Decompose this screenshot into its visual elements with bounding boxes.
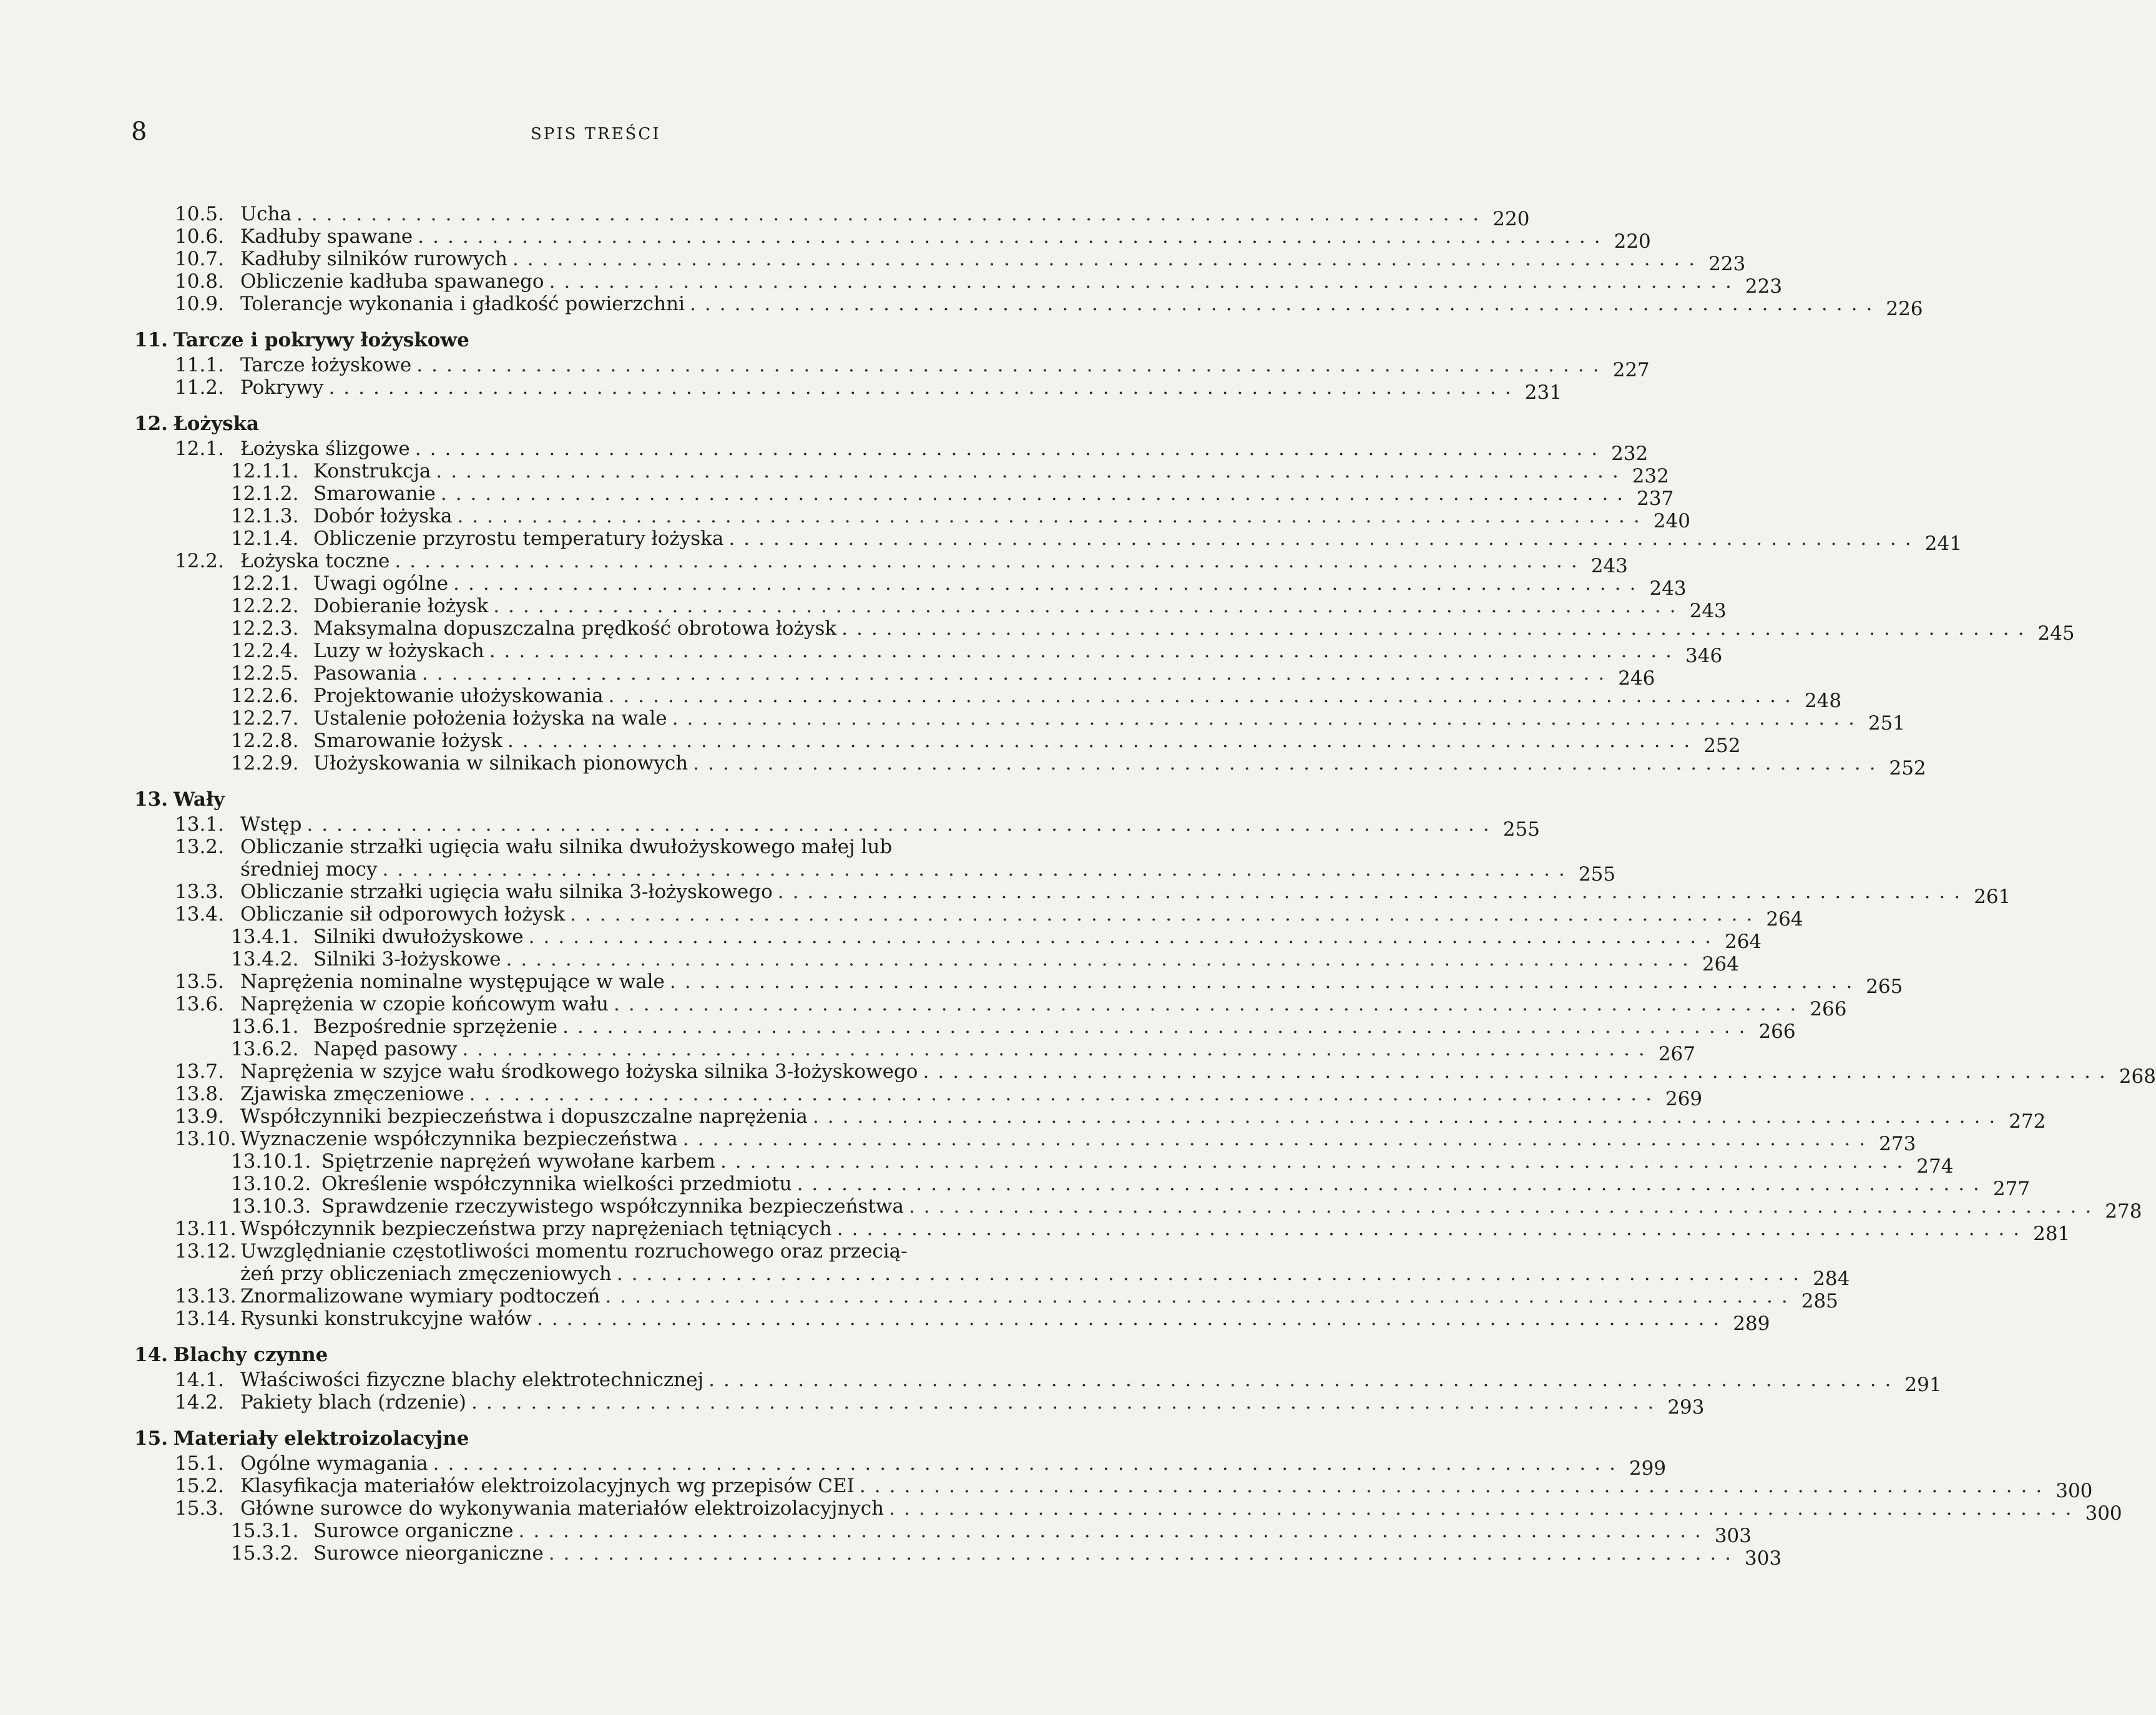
entry-number: 12.1.3.	[231, 505, 299, 527]
leader-dots: ................................................................................	[433, 1452, 1624, 1475]
entry-page: 274	[1916, 1155, 1954, 1178]
leader-dots: ................................................................................	[908, 1195, 2100, 1218]
leader-dots: ................................................................................	[296, 203, 1488, 225]
entry-title: Określenie współczynnika wielkości przedmiotu	[321, 1173, 792, 1195]
entry-title: Sprawdzenie rzeczywistego współczynnika bezpieczeństwa	[321, 1195, 904, 1218]
entry-number: 13.8.	[175, 1083, 224, 1105]
entry-title: Ogólne wymagania	[240, 1452, 428, 1475]
entry-title: Obliczenie przyrostu temperatury łożyska	[313, 527, 724, 550]
entry-title: Właściwości fizyczne blachy elektrotechnicznej	[240, 1369, 704, 1391]
toc-group	[122, 354, 1650, 404]
entry-title: Obliczanie strzałki ugięcia wału silnika dwułożyskowego małej lub	[240, 836, 893, 858]
entry-page: 285	[1801, 1290, 1838, 1312]
entry-number: 15.1.	[175, 1452, 224, 1475]
leader-dots: ................................................................................	[669, 970, 1861, 993]
toc-entry	[122, 1452, 1667, 1480]
toc-entry	[122, 1263, 1850, 1290]
toc-entry	[122, 1240, 1064, 1263]
entry-title: Główne surowce do wykonywania materiałów elektroizolacyjnych	[240, 1497, 884, 1520]
toc-entry	[122, 1520, 1752, 1547]
entry-page: 223	[1745, 275, 1783, 298]
entry-number: 13.11.	[175, 1218, 237, 1240]
toc-entry	[122, 858, 1616, 886]
entry-title: Łożyska toczne	[240, 550, 390, 572]
leader-dots: ................................................................................	[507, 730, 1699, 752]
entry-page: 273	[1879, 1133, 1916, 1155]
leader-dots: ................................................................................	[889, 1497, 2080, 1520]
entry-page: 278	[2105, 1200, 2142, 1223]
entry-title: Pasowania	[313, 662, 417, 685]
toc-entry	[122, 1105, 2046, 1133]
toc-entry	[122, 640, 1723, 667]
toc-entry	[122, 1218, 2070, 1245]
toc-entry	[122, 903, 1803, 931]
entry-number: 10.6.	[175, 225, 224, 248]
entry-page: 266	[1758, 1020, 1796, 1043]
entry-title: Ułożyskowania w silnikach pionowych	[313, 752, 688, 774]
toc-entry	[122, 836, 1064, 858]
entry-page: 265	[1866, 975, 1903, 998]
entry-page: 266	[1810, 998, 1847, 1020]
entry-number: 13.10.	[175, 1128, 237, 1150]
leader-dots: ................................................................................	[436, 460, 1627, 482]
leader-dots: ................................................................................	[616, 1263, 1808, 1285]
toc-entry	[122, 813, 1540, 841]
entry-page: 303	[1714, 1525, 1752, 1547]
entry-number: 11.1.	[175, 354, 224, 376]
entry-title: Wstęp	[240, 813, 302, 836]
leader-dots: ................................................................................	[682, 1128, 1874, 1150]
entry-title: średniej mocy	[240, 858, 378, 881]
entry-page: 264	[1766, 908, 1803, 931]
entry-title: Surowce organiczne	[313, 1520, 514, 1542]
entry-number: 12.2.9.	[231, 752, 299, 774]
leader-dots: ................................................................................	[493, 595, 1685, 617]
entry-page: 227	[1612, 359, 1650, 381]
entry-number: 15.3.	[175, 1497, 224, 1520]
entry-number: 13.6.1.	[231, 1015, 299, 1038]
entry-title: Współczynniki bezpieczeństwa i dopuszczalne naprężenia	[240, 1105, 808, 1128]
leader-dots: ................................................................................	[836, 1218, 2029, 1240]
entry-page: 251	[1868, 712, 1906, 735]
toc-entry	[122, 1497, 2122, 1525]
entry-number: 12.1.2.	[231, 482, 299, 505]
entry-page: 293	[1667, 1396, 1705, 1419]
entry-page: 300	[2085, 1502, 2122, 1525]
entry-title: Surowce nieorganiczne	[313, 1542, 544, 1565]
entry-page: 232	[1611, 442, 1649, 465]
entry-number: 13.10.1.	[231, 1150, 311, 1173]
entry-page: 300	[2056, 1480, 2093, 1502]
entry-page: 226	[1886, 298, 1923, 320]
entry-title: Silniki 3-łożyskowe	[313, 948, 501, 970]
toc-entry	[122, 1542, 1782, 1570]
entry-number: 12.2.	[175, 550, 224, 572]
entry-page: 243	[1689, 600, 1727, 622]
leader-dots: ................................................................................	[382, 858, 1574, 881]
entry-title: Pokrywy	[240, 376, 324, 399]
table-of-contents	[122, 203, 2156, 1570]
entry-page: 237	[1637, 487, 1674, 510]
leader-dots: ................................................................................	[512, 248, 1704, 270]
toc-entry	[122, 881, 2011, 908]
toc-entry	[122, 617, 2075, 645]
leader-dots: ................................................................................	[923, 1060, 2114, 1083]
leader-dots: ................................................................................	[693, 752, 1884, 774]
leader-dots: ................................................................................	[328, 376, 1520, 399]
entry-title: Kadłuby silników rurowych	[240, 248, 507, 270]
entry-number: 13.5.	[175, 970, 224, 993]
toc-entry	[122, 1391, 1705, 1419]
entry-number: 13.6.	[175, 993, 224, 1015]
entry-page: 255	[1502, 818, 1540, 841]
entry-page: 241	[1924, 532, 1962, 555]
toc-entry	[122, 270, 1783, 298]
leader-dots: ................................................................................	[453, 572, 1645, 595]
toc-entry	[122, 993, 1847, 1020]
toc-entry	[122, 482, 1674, 510]
entry-number: 12.2.5.	[231, 662, 299, 685]
leader-dots: ................................................................................	[708, 1369, 1900, 1391]
entry-number: 12.2.7.	[231, 707, 299, 730]
toc-entry	[122, 437, 1649, 465]
entry-page: 220	[1614, 230, 1651, 253]
entry-number: 12.2.1.	[231, 572, 299, 595]
toc-entry	[122, 376, 1562, 404]
toc-entry	[122, 1150, 1954, 1178]
entry-number: 12.2.6.	[231, 685, 299, 707]
chapter-title: Tarcze i pokrywy łożyskowe	[173, 329, 469, 351]
entry-title: Obliczenie kadłuba spawanego	[240, 270, 544, 293]
entry-page: 248	[1804, 690, 1842, 712]
chapter-heading	[122, 1427, 1064, 1450]
entry-title: Obliczanie strzałki ugięcia wału silnika 3-łożyskowego	[240, 881, 773, 903]
toc-entry	[122, 948, 1739, 975]
entry-page: 291	[1904, 1374, 1942, 1396]
toc-entry	[122, 248, 1746, 275]
entry-number: 12.1.	[175, 437, 224, 460]
toc-entry	[122, 685, 1842, 712]
entry-number: 10.9.	[175, 293, 224, 315]
leader-dots: ................................................................................	[796, 1173, 1988, 1195]
leader-dots: ................................................................................	[608, 685, 1800, 707]
entry-page: 299	[1629, 1457, 1667, 1480]
leader-dots: ................................................................................	[469, 1083, 1660, 1105]
leader-dots: ................................................................................	[613, 993, 1805, 1015]
toc-entry	[122, 970, 1903, 998]
toc-entry	[122, 752, 1926, 779]
toc-entry	[122, 572, 1687, 600]
entry-number: 12.2.8.	[231, 730, 299, 752]
leader-dots: ................................................................................	[570, 903, 1762, 926]
entry-number: 13.12.	[175, 1240, 237, 1263]
toc-entry	[122, 1038, 1695, 1065]
toc-entry	[122, 293, 1923, 320]
toc-entry	[122, 1083, 1703, 1110]
entry-number: 13.4.	[175, 903, 224, 926]
entry-page: 246	[1618, 667, 1655, 690]
entry-number: 12.1.4.	[231, 527, 299, 550]
leader-dots: ................................................................................	[536, 1307, 1728, 1330]
entry-title: żeń przy obliczeniach zmęczeniowych	[240, 1263, 612, 1285]
entry-title: Tolerancje wykonania i gładkość powierzchni	[240, 293, 685, 315]
entry-page: 220	[1492, 208, 1530, 230]
entry-page: 281	[2033, 1223, 2070, 1245]
toc-entry	[122, 707, 1906, 735]
entry-page: 268	[2119, 1065, 2156, 1088]
entry-number: 13.1.	[175, 813, 224, 836]
toc-entry	[122, 1369, 1942, 1396]
entry-page: 245	[2037, 622, 2075, 645]
entry-number: 14.2.	[175, 1391, 224, 1414]
entry-title: Ucha	[240, 203, 292, 225]
leader-dots: ................................................................................	[562, 1015, 1754, 1038]
entry-number: 14.1.	[175, 1369, 224, 1391]
leader-dots: ................................................................................	[605, 1285, 1796, 1307]
toc-group	[122, 203, 1923, 320]
entry-number: 13.2.	[175, 836, 224, 858]
entry-number: 10.8.	[175, 270, 224, 293]
leader-dots: ................................................................................	[471, 1391, 1663, 1414]
entry-page: 269	[1665, 1088, 1703, 1110]
entry-title: Uwagi ogólne	[313, 572, 449, 595]
entry-number: 13.4.2.	[231, 948, 299, 970]
leader-dots: ................................................................................	[690, 293, 1881, 315]
entry-number: 12.1.1.	[231, 460, 299, 482]
toc-group	[122, 437, 2075, 779]
entry-title: Spiętrzenie naprężeń wywołane karbem	[321, 1150, 715, 1173]
entry-page: 240	[1653, 510, 1690, 532]
entry-number: 12.2.3.	[231, 617, 299, 640]
toc-entry	[122, 505, 1690, 532]
entry-number: 12.2.4.	[231, 640, 299, 662]
chapter-heading	[122, 1344, 1064, 1366]
entry-page: 267	[1658, 1043, 1695, 1065]
leader-dots: ................................................................................	[841, 617, 2033, 640]
chapter-title: Blachy czynne	[173, 1344, 328, 1366]
leader-dots: ................................................................................	[728, 527, 1920, 550]
chapter-number: 15.	[134, 1427, 168, 1450]
entry-page: 232	[1632, 465, 1669, 487]
entry-title: Naprężenia w szyjce wału środkowego łożyska silnika 3-łożyskowego	[240, 1060, 918, 1083]
toc-entry	[122, 1128, 1916, 1155]
entry-title: Bezpośrednie sprzężenie	[313, 1015, 558, 1038]
toc-entry	[122, 550, 1628, 577]
toc-entry	[122, 354, 1650, 381]
toc-group	[122, 1452, 2122, 1570]
entry-number: 13.9.	[175, 1105, 224, 1128]
toc-entry	[122, 1307, 1770, 1335]
entry-number: 13.13.	[175, 1285, 237, 1307]
leader-dots: ................................................................................	[421, 662, 1614, 685]
entry-number: 10.7.	[175, 248, 224, 270]
entry-title: Ustalenie położenia łożyska na wale	[313, 707, 667, 730]
entry-page: 243	[1649, 577, 1687, 600]
leader-dots: ................................................................................	[548, 1542, 1740, 1565]
entry-page: 264	[1702, 953, 1739, 975]
chapter-heading	[122, 329, 1064, 351]
chapter-number: 14.	[134, 1344, 168, 1366]
entry-number: 13.10.3.	[231, 1195, 311, 1218]
entry-number: 15.2.	[175, 1475, 224, 1497]
toc-group	[122, 813, 2156, 1335]
chapter-number: 11.	[134, 329, 168, 351]
toc-group	[122, 1369, 1942, 1419]
entry-number: 15.3.1.	[231, 1520, 299, 1542]
chapter-number: 12.	[134, 413, 168, 435]
entry-number: 13.7.	[175, 1060, 224, 1083]
entry-title: Rysunki konstrukcyjne wałów	[240, 1307, 532, 1330]
toc-entry	[122, 1475, 2093, 1502]
leader-dots: ................................................................................	[457, 505, 1649, 527]
entry-page: 284	[1813, 1268, 1850, 1290]
leader-dots: ................................................................................	[418, 225, 1609, 248]
entry-title: Luzy w łożyskach	[313, 640, 484, 662]
entry-title: Pakiety blach (rdzenie)	[240, 1391, 466, 1414]
entry-title: Obliczanie sił odporowych łożysk	[240, 903, 566, 926]
entry-page: 277	[1992, 1178, 2031, 1200]
page-number: 8	[131, 117, 147, 146]
leader-dots: ................................................................................	[720, 1150, 1912, 1173]
toc-entry	[122, 225, 1651, 253]
leader-dots: ................................................................................	[812, 1105, 2004, 1128]
entry-title: Wyznaczenie współczynnika bezpieczeństwa	[240, 1128, 678, 1150]
entry-title: Naprężenia w czopie końcowym wału	[240, 993, 609, 1015]
leader-dots: ................................................................................	[777, 881, 1969, 903]
entry-title: Silniki dwułożyskowe	[313, 926, 524, 948]
entry-title: Zjawiska zmęczeniowe	[240, 1083, 464, 1105]
leader-dots: ................................................................................	[416, 354, 1608, 376]
entry-title: Uwzględnianie częstotliwości momentu rozruchowego oraz przecią-	[240, 1240, 908, 1263]
entry-page: 252	[1703, 735, 1741, 757]
toc-entry	[122, 1173, 2031, 1200]
entry-title: Naprężenia nominalne występujące w wale	[240, 970, 665, 993]
entry-page: 255	[1578, 863, 1616, 886]
entry-number: 13.6.2.	[231, 1038, 299, 1060]
entry-title: Dobieranie łożysk	[313, 595, 489, 617]
leader-dots: ................................................................................	[506, 948, 1697, 970]
chapter-title: Wały	[173, 788, 225, 811]
entry-page: 264	[1724, 931, 1762, 953]
entry-page: 243	[1590, 555, 1628, 577]
toc-entry	[122, 595, 1727, 622]
running-title: SPIS TREŚCI	[531, 125, 661, 144]
entry-title: Konstrukcja	[313, 460, 431, 482]
toc-entry	[122, 203, 1530, 230]
chapter-heading	[122, 413, 1064, 435]
leader-dots: ................................................................................	[549, 270, 1740, 293]
leader-dots: ................................................................................	[859, 1475, 2051, 1497]
entry-title: Klasyfikacja materiałów elektroizolacyjnych wg przepisów CEI	[240, 1475, 855, 1497]
entry-title: Kadłuby spawane	[240, 225, 413, 248]
leader-dots: ................................................................................	[394, 550, 1586, 572]
entry-title: Współczynnik bezpieczeństwa przy naprężeniach tętniących	[240, 1218, 832, 1240]
leader-dots: ................................................................................	[414, 437, 1607, 460]
entry-page: 272	[2009, 1110, 2046, 1133]
toc-entry	[122, 926, 1762, 953]
entry-page: 223	[1708, 253, 1746, 275]
entry-number: 15.3.2.	[231, 1542, 299, 1565]
entry-title: Smarowanie łożysk	[313, 730, 502, 752]
leader-dots: ................................................................................	[528, 926, 1720, 948]
toc-entry	[122, 527, 1962, 555]
chapter-heading	[122, 788, 1064, 811]
entry-title: Projektowanie ułożyskowania	[313, 685, 604, 707]
entry-number: 13.3.	[175, 881, 224, 903]
entry-title: Maksymalna dopuszczalna prędkość obrotowa łożysk	[313, 617, 837, 640]
toc-entry	[122, 1195, 2142, 1223]
toc-entry	[122, 1015, 1796, 1043]
entry-page: 289	[1733, 1312, 1770, 1335]
entry-page: 346	[1685, 645, 1723, 667]
entry-title: Znormalizowane wymiary podtoczeń	[240, 1285, 600, 1307]
entry-title: Tarcze łożyskowe	[240, 354, 412, 376]
entry-title: Napęd pasowy	[313, 1038, 458, 1060]
entry-title: Smarowanie	[313, 482, 436, 505]
chapter-title: Łożyska	[173, 413, 260, 435]
entry-number: 13.4.1.	[231, 926, 299, 948]
toc-entry	[122, 460, 1669, 487]
toc-entry	[122, 662, 1655, 690]
entry-number: 13.14.	[175, 1307, 237, 1330]
chapter-number: 13.	[134, 788, 168, 811]
toc-entry	[122, 1285, 1838, 1312]
entry-page: 231	[1524, 381, 1562, 404]
entry-number: 13.10.2.	[231, 1173, 311, 1195]
leader-dots: ................................................................................	[306, 813, 1498, 836]
leader-dots: ................................................................................	[440, 482, 1632, 505]
leader-dots: ................................................................................	[672, 707, 1863, 730]
leader-dots: ................................................................................	[462, 1038, 1654, 1060]
leader-dots: ................................................................................	[489, 640, 1681, 662]
entry-title: Łożyska ślizgowe	[240, 437, 410, 460]
toc-entry	[122, 730, 1741, 757]
entry-number: 11.2.	[175, 376, 224, 399]
toc-entry	[122, 1060, 2156, 1088]
entry-title: Dobór łożyska	[313, 505, 453, 527]
chapter-title: Materiały elektroizolacyjne	[173, 1427, 469, 1450]
entry-page: 261	[1974, 886, 2011, 908]
entry-page: 303	[1745, 1547, 1782, 1570]
entry-page: 252	[1889, 757, 1926, 779]
entry-number: 12.2.2.	[231, 595, 299, 617]
leader-dots: ................................................................................	[518, 1520, 1710, 1542]
entry-number: 10.5.	[175, 203, 224, 225]
